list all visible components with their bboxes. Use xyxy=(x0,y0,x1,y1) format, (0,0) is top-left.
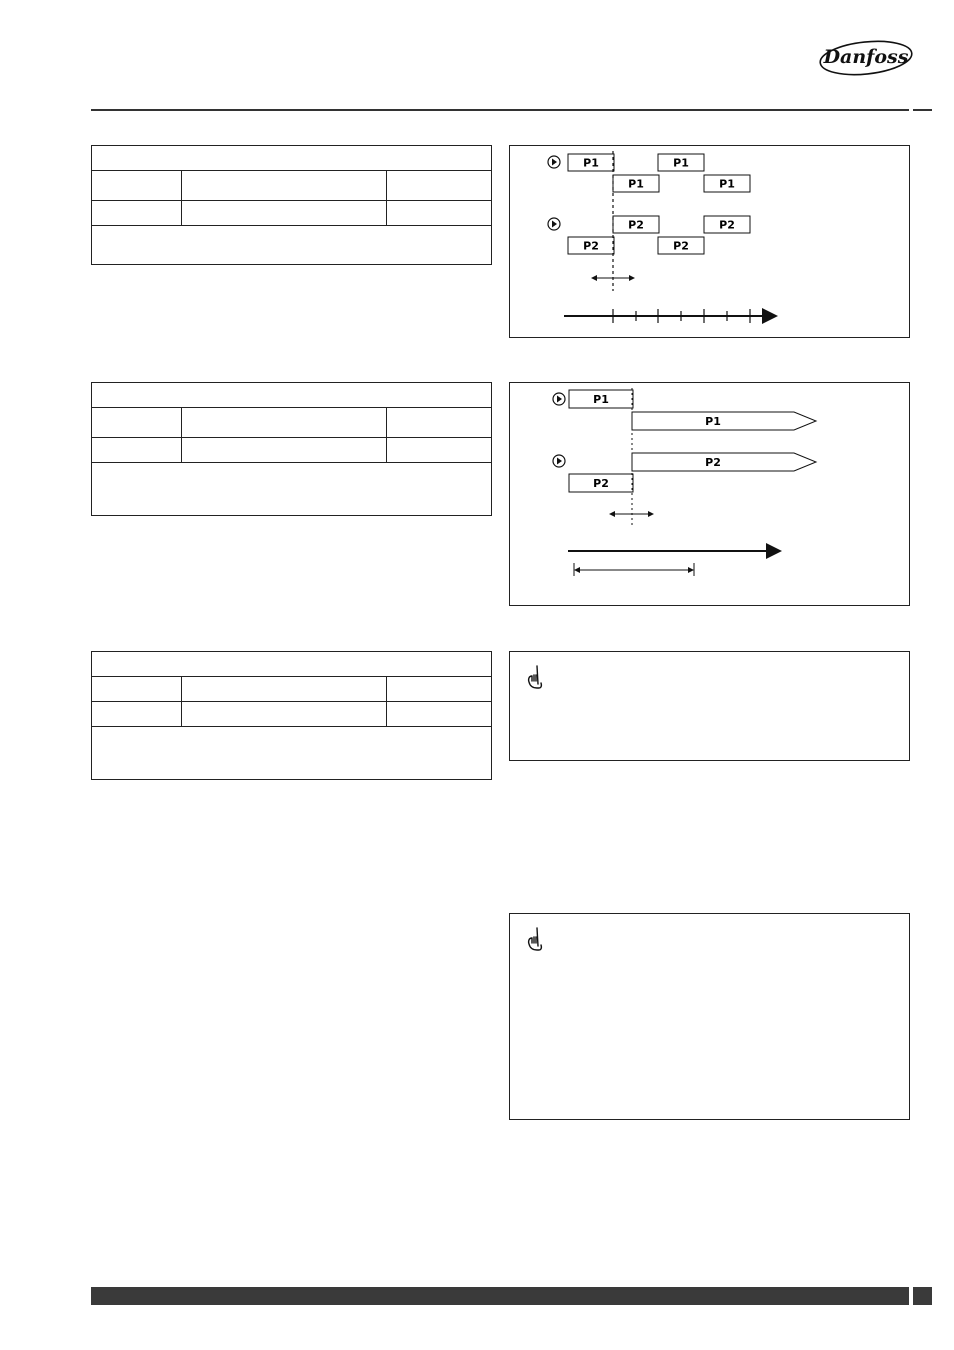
parameter-table-1 xyxy=(91,145,492,265)
svg-text:P1: P1 xyxy=(719,177,735,191)
play-circle-icon xyxy=(553,455,565,467)
table-cell xyxy=(182,171,387,200)
pointing-hand-icon xyxy=(524,926,546,952)
play-circle-icon xyxy=(548,156,560,168)
svg-text:P2: P2 xyxy=(719,218,735,232)
table-description-row xyxy=(92,727,491,779)
logo-wordmark: Danfoss xyxy=(823,46,909,68)
table-cell xyxy=(92,677,182,701)
table-cell xyxy=(182,702,387,726)
table-title-row xyxy=(92,652,491,677)
svg-text:P2: P2 xyxy=(593,477,609,490)
table-title-row xyxy=(92,146,491,171)
table-value-row xyxy=(92,438,491,463)
table-value-row xyxy=(92,201,491,226)
svg-text:P1: P1 xyxy=(583,156,599,170)
play-circle-icon xyxy=(553,393,565,405)
table-value-row xyxy=(92,702,491,727)
pump-continuous-diagram xyxy=(509,382,910,606)
p1-block xyxy=(658,154,704,171)
table-cell xyxy=(182,201,387,225)
svg-text:P2: P2 xyxy=(628,218,644,232)
table-title-row xyxy=(92,383,491,408)
svg-text:P1: P1 xyxy=(673,156,689,170)
table-cell xyxy=(182,438,387,462)
table-header-row xyxy=(92,677,491,702)
p1-block xyxy=(568,154,614,171)
note-box-1 xyxy=(509,651,910,761)
svg-text:P1: P1 xyxy=(593,393,609,406)
table-header-row xyxy=(92,408,491,438)
p2-block xyxy=(568,237,614,254)
parameter-table-3 xyxy=(91,651,492,780)
p1-block xyxy=(613,175,659,192)
svg-text:P1: P1 xyxy=(705,415,721,428)
table-cell xyxy=(182,408,387,437)
table-cell xyxy=(92,702,182,726)
pump-alternation-diagram xyxy=(509,145,910,338)
table-cell xyxy=(92,171,182,200)
table-cell xyxy=(387,171,491,200)
table-cell xyxy=(92,201,182,225)
table-description-row xyxy=(92,226,491,264)
p1-continuous-bar xyxy=(632,412,816,430)
table-cell xyxy=(92,438,182,462)
footer-bar xyxy=(91,1287,909,1305)
table-cell xyxy=(387,702,491,726)
note-box-2 xyxy=(509,913,910,1120)
svg-text:P2: P2 xyxy=(673,239,689,253)
table-cell xyxy=(387,438,491,462)
p2-block xyxy=(569,474,633,492)
p2-block xyxy=(613,216,659,233)
footer-page-tab xyxy=(913,1287,932,1305)
table-cell xyxy=(387,201,491,225)
p1-block xyxy=(569,390,633,408)
header-rule xyxy=(91,109,909,111)
svg-text:P2: P2 xyxy=(705,456,721,469)
table-cell xyxy=(182,677,387,701)
pointing-hand-icon xyxy=(524,664,546,690)
table-cell xyxy=(387,677,491,701)
header-rule-tail xyxy=(913,109,932,111)
svg-text:P2: P2 xyxy=(583,239,599,253)
table-description-row xyxy=(92,463,491,515)
svg-text:P1: P1 xyxy=(628,177,644,191)
p2-continuous-bar xyxy=(632,453,816,471)
table-cell xyxy=(387,408,491,437)
p2-block xyxy=(658,237,704,254)
play-circle-icon xyxy=(548,218,560,230)
danfoss-logo xyxy=(814,36,914,78)
period-span xyxy=(574,563,694,576)
p2-block xyxy=(704,216,750,233)
p1-block xyxy=(704,175,750,192)
table-cell xyxy=(92,408,182,437)
parameter-table-2 xyxy=(91,382,492,516)
table-header-row xyxy=(92,171,491,201)
